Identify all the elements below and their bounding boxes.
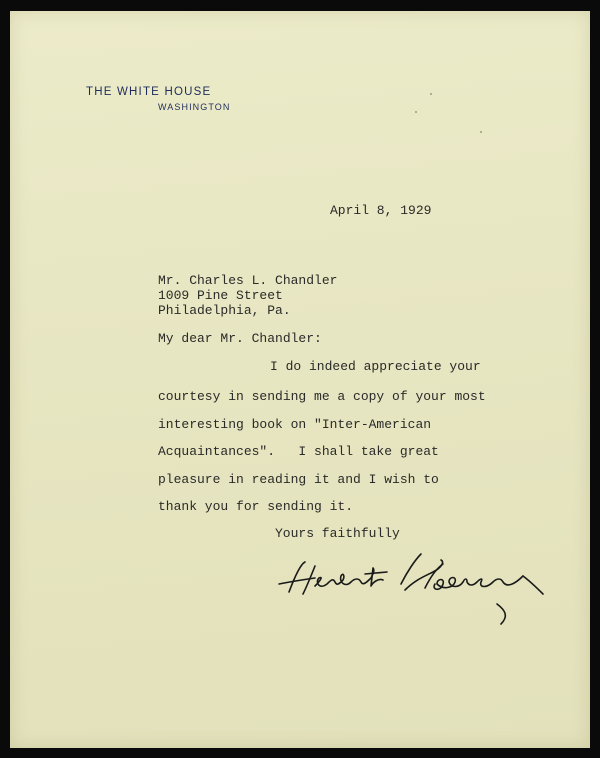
body-line: Acquaintances". I shall take great — [158, 444, 439, 459]
letter-paper — [10, 11, 590, 748]
body-line: interesting book on "Inter-American — [158, 417, 432, 432]
letter-date: April 8, 1929 — [330, 203, 432, 218]
recipient-street: 1009 Pine Street — [158, 288, 283, 303]
recipient-name: Mr. Charles L. Chandler — [158, 273, 338, 288]
paper-speck — [480, 131, 482, 133]
letterhead-subtitle: WASHINGTON — [158, 102, 231, 112]
body-line: I do indeed appreciate your — [270, 359, 481, 374]
letterhead-title: THE WHITE HOUSE — [86, 86, 212, 98]
signature — [275, 536, 565, 636]
paper-speck — [415, 111, 417, 113]
paper-speck — [430, 93, 432, 95]
closing: Yours faithfully — [275, 526, 400, 541]
body-line: pleasure in reading it and I wish to — [158, 472, 439, 487]
salutation: My dear Mr. Chandler: — [158, 331, 322, 346]
body-line: thank you for sending it. — [158, 499, 354, 514]
recipient-city: Philadelphia, Pa. — [158, 303, 291, 318]
body-line: courtesy in sending me a copy of your most — [158, 389, 486, 404]
